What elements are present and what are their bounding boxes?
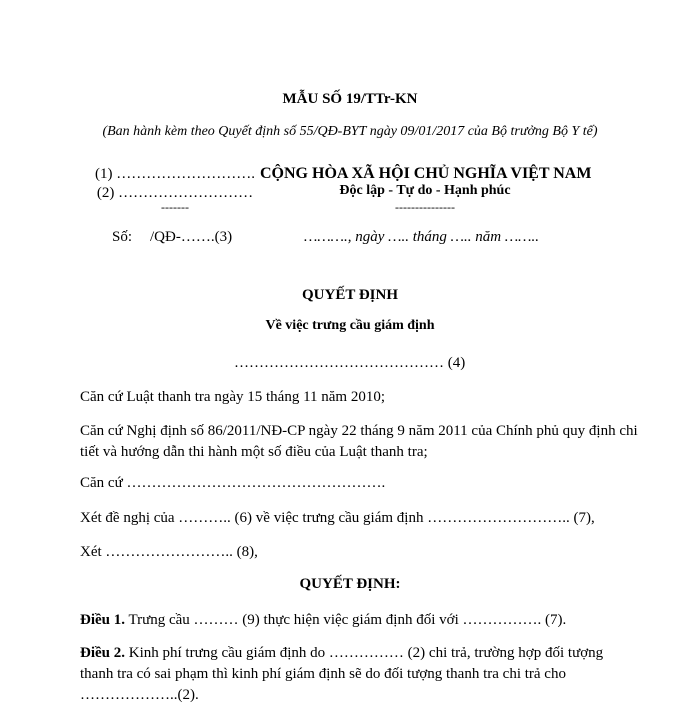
decision-heading: QUYẾT ĐỊNH: (299, 576, 401, 592)
motto-divider: --------------- (395, 200, 455, 214)
article-2-text: Kinh phí trưng cầu giám định do …………… (2) chi trả, trường hợp đối tượng thanh tra có sai phạm thì kinh phí giám định sẽ do đối tượng thanh tra chi trả cho ………………..(2). (80, 645, 604, 703)
basis-other: Căn cứ ……………………………………………. (80, 475, 386, 491)
article-2 (80, 643, 640, 706)
basis-decree: Căn cứ Nghị định số 86/2011/NĐ-CP ngày 22 tháng 9 năm 2011 của Chính phủ quy định chi tiết và hướng dẫn thi hành một số điều của Luật thanh tra; (80, 423, 638, 460)
issuing-authority: …………………………………… (4) (234, 355, 466, 371)
national-motto: Độc lập - Tự do - Hạnh phúc (339, 183, 511, 198)
form-number: MẪU SỐ 19/TTr-KN (282, 91, 418, 107)
article-1 (80, 610, 640, 631)
article-1-text: Trưng cầu ……… (9) thực hiện việc giám định đối với ……………. (7). (125, 612, 567, 628)
decision-subject: Về việc trưng cầu giám định (265, 318, 435, 333)
agency-line-2: (2) ……………………… (96, 185, 254, 201)
agency-line-1: (1) ………………………. (95, 166, 255, 182)
decision-title: QUYẾT ĐỊNH (302, 287, 398, 303)
basis-proposal: Xét đề nghị của ……….. (6) về việc trưng cầu giám định ……………………….. (7), (80, 510, 595, 526)
article-2-label: Điều 2. (80, 645, 125, 661)
number-label: Số: (112, 229, 133, 245)
agency-divider: ------- (161, 200, 189, 214)
article-1-label: Điều 1. (80, 612, 125, 628)
number-value: /QĐ-…….(3) (150, 229, 233, 245)
basis-law: Căn cứ Luật thanh tra ngày 15 tháng 11 năm 2010; (80, 389, 386, 405)
issued-note: (Ban hành kèm theo Quyết định số 55/QĐ-BYT ngày 09/01/2017 của Bộ trưởng Bộ Y tế) (102, 124, 598, 139)
basis-consideration: Xét …………………….. (8), (80, 544, 258, 560)
date-line: ………., ngày ….. tháng ….. năm …….. (304, 229, 540, 245)
national-name: CỘNG HÒA XÃ HỘI CHỦ NGHĨA VIỆT NAM (260, 165, 592, 182)
